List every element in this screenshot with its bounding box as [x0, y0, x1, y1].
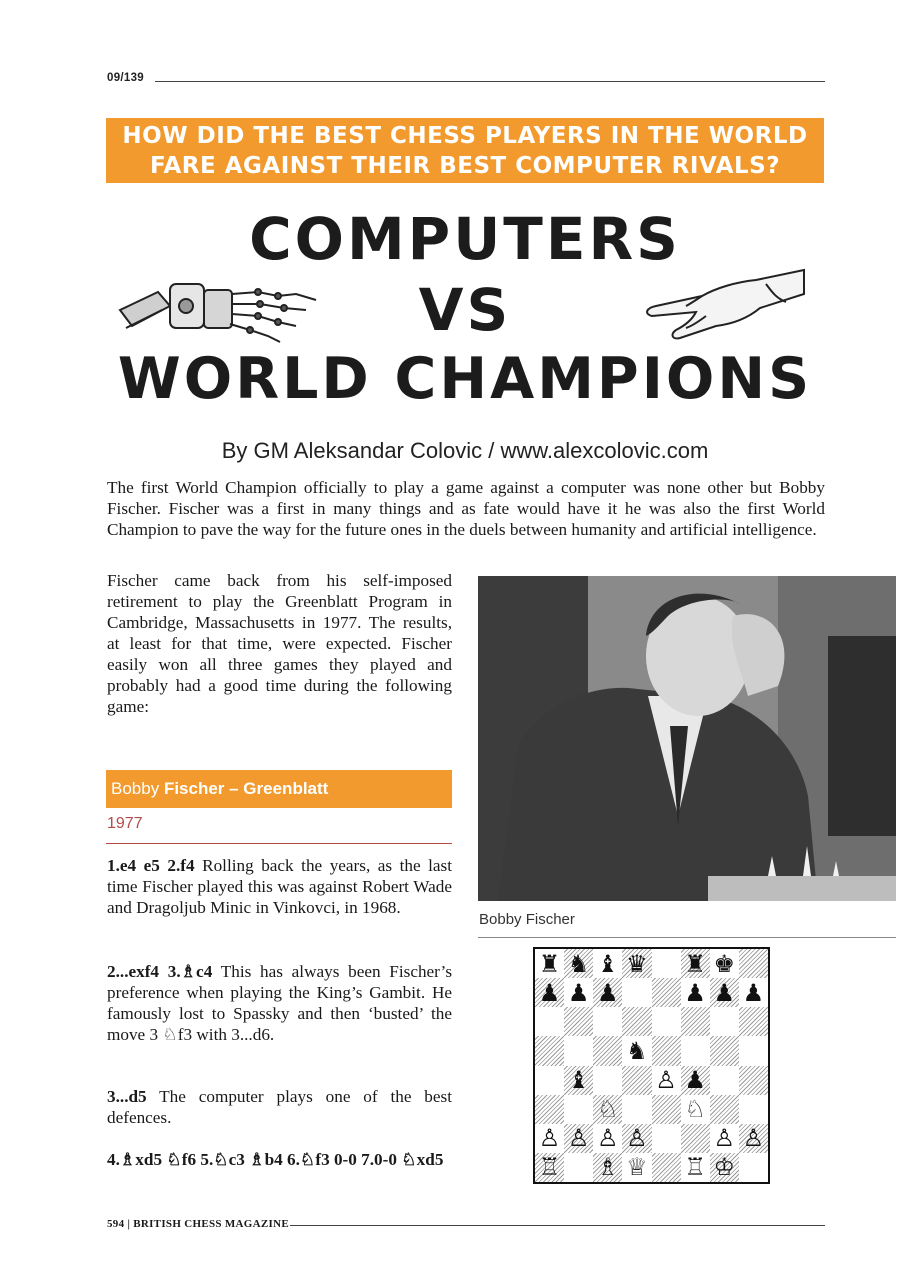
chess-piece: ♘ [597, 1095, 619, 1124]
board-square [535, 949, 564, 978]
board-square [622, 1036, 651, 1065]
game-players: Fischer – Greenblatt [163, 779, 329, 798]
board-square [652, 1095, 681, 1124]
intro-paragraph: The first World Champion officially to play a game against a computer was none other but Bobby Fischer. Fischer was a first in many things and as fate would have it he was also the first World Champion to pave the way for the future ones in the duels between humanity and artificial intelligence. [107, 478, 825, 539]
photo-illustration [478, 576, 896, 901]
board-square [564, 978, 593, 1007]
board-square [681, 978, 710, 1007]
kicker-banner [106, 118, 824, 183]
move-annotation-4 [107, 1149, 452, 1170]
move-comment: This has always been Fischer’s preference when playing the King’s Gambit. He famously lost to Spassky and then ‘busted’ the move 3 ♘f3 with 3...d6. [107, 962, 453, 1044]
chess-piece: ♜ [538, 949, 561, 978]
chess-piece: ♙ [626, 1124, 648, 1153]
board-square [564, 1095, 593, 1124]
board-square [710, 1153, 739, 1182]
fischer-photo [478, 576, 896, 901]
board-square [622, 949, 651, 978]
board-square [710, 1124, 739, 1153]
board-square [535, 978, 564, 1007]
caption-rule [478, 937, 896, 938]
board-square [652, 1066, 681, 1095]
move-notation: 2...exf4 3.♗c4 [107, 962, 213, 981]
board-square [564, 1007, 593, 1036]
body-paragraph: Fischer came back from his self-imposed retirement to play the Greenblatt Program in Cambridge, Massachusetts in 1977. The results, at least for that time, were expected. Fischer easily won all three games they played and probably had a good time during the following game: [107, 571, 452, 716]
game-year: 1977 [107, 815, 143, 832]
move-comment: The computer plays one of the best defences. [107, 1087, 452, 1127]
chess-piece: ♞ [567, 949, 590, 978]
byline: By GM Aleksandar Colovic / www.alexcolovic.com [221, 438, 709, 463]
chess-piece: ♝ [597, 949, 619, 978]
board-square [622, 1153, 651, 1182]
board-square [564, 1124, 593, 1153]
chess-piece: ♟ [684, 1066, 706, 1095]
header-rule [155, 81, 825, 82]
board-square [739, 978, 768, 1007]
board-square [681, 949, 710, 978]
move-annotation-3 [107, 1086, 452, 1128]
board-square [652, 949, 681, 978]
board-square [535, 1124, 564, 1153]
chess-piece: ♙ [597, 1124, 619, 1153]
board-square [564, 1153, 593, 1182]
chess-piece: ♔ [713, 1153, 736, 1182]
move-annotation-2 [107, 961, 452, 1045]
game-header [106, 770, 452, 808]
board-square [593, 1095, 622, 1124]
game-year-rule [106, 843, 452, 844]
board-square [652, 1153, 681, 1182]
chess-piece: ♚ [713, 949, 736, 978]
board-square [593, 949, 622, 978]
board-square [564, 1036, 593, 1065]
chess-piece: ♟ [684, 978, 706, 1007]
board-square [681, 1153, 710, 1182]
footer-rule [290, 1225, 825, 1226]
board-square [710, 1066, 739, 1095]
board-square [739, 1007, 768, 1036]
chess-piece: ♖ [538, 1153, 561, 1182]
chess-piece: ♟ [538, 978, 561, 1007]
chess-piece: ♟ [713, 978, 736, 1007]
chess-diagram [533, 947, 770, 1184]
game-white-first-name: Bobby [111, 779, 160, 798]
board-square [652, 1036, 681, 1065]
board-square [739, 1153, 768, 1182]
board-square [652, 1007, 681, 1036]
move-comment: Rolling back the years, as the last time Fischer played this was against Robert Wade and Dragoljub Minic in Vinkovci, in 1968. [107, 856, 452, 917]
board-square [681, 1124, 710, 1153]
board-square [710, 1095, 739, 1124]
chess-piece: ♙ [742, 1124, 765, 1153]
board-square [622, 978, 651, 1007]
title-line-1: COMPUTERS [249, 205, 681, 273]
board-square [564, 1066, 593, 1095]
chess-piece: ♙ [567, 1124, 590, 1153]
chess-piece: ♛ [626, 949, 648, 978]
chess-piece: ♗ [597, 1153, 619, 1182]
move-notation: 4.♗xd5 ♘f6 5.♘c3 ♗b4 6.♘f3 0-0 7.0-0 ♘xd5 [107, 1150, 444, 1169]
board-square [710, 1036, 739, 1065]
chess-piece: ♟ [567, 978, 590, 1007]
board-square [710, 949, 739, 978]
board-square [710, 1007, 739, 1036]
board-square [622, 1095, 651, 1124]
chess-piece: ♞ [626, 1036, 648, 1065]
board-square [593, 1153, 622, 1182]
board-square [739, 1095, 768, 1124]
board-square [739, 1066, 768, 1095]
chess-piece: ♙ [713, 1124, 736, 1153]
chess-piece: ♙ [655, 1066, 677, 1095]
board-square [681, 1007, 710, 1036]
board-square [535, 1095, 564, 1124]
board-square [622, 1066, 651, 1095]
board-square [593, 1007, 622, 1036]
chess-piece: ♟ [597, 978, 619, 1007]
title-line-2: VS [418, 276, 512, 344]
board-square [739, 1036, 768, 1065]
page-number: 09/139 [107, 72, 144, 84]
photo-caption: Bobby Fischer [479, 911, 575, 928]
board-square [593, 1036, 622, 1065]
board-square [652, 1124, 681, 1153]
chess-piece: ♙ [538, 1124, 561, 1153]
move-notation: 3...d5 [107, 1087, 147, 1106]
chess-piece: ♕ [626, 1153, 648, 1182]
board-square [564, 949, 593, 978]
board-square [593, 978, 622, 1007]
page-footer: 594 | BRITISH CHESS MAGAZINE [107, 1218, 289, 1230]
board-square [593, 1124, 622, 1153]
chess-piece: ♘ [684, 1095, 706, 1124]
move-annotation-1 [107, 855, 452, 918]
board-square [739, 949, 768, 978]
board-square [681, 1066, 710, 1095]
kicker-line-2: FARE AGAINST THEIR BEST COMPUTER RIVALS? [149, 153, 781, 179]
title-line-3: WORLD CHAMPIONS [117, 346, 813, 412]
chess-piece: ♟ [742, 978, 765, 1007]
chess-piece: ♖ [684, 1153, 706, 1182]
board-square [535, 1153, 564, 1182]
board-square [739, 1124, 768, 1153]
board-square [622, 1007, 651, 1036]
board-square [681, 1036, 710, 1065]
chess-piece: ♜ [684, 949, 706, 978]
board-square [710, 978, 739, 1007]
board-square [652, 978, 681, 1007]
board-square [593, 1066, 622, 1095]
board-square [681, 1095, 710, 1124]
board-square [535, 1007, 564, 1036]
board-square [535, 1036, 564, 1065]
chess-piece: ♝ [567, 1066, 590, 1095]
board-square [535, 1066, 564, 1095]
move-notation: 1.e4 e5 2.f4 [107, 856, 195, 875]
kicker-line-1: HOW DID THE BEST CHESS PLAYERS IN THE WORLD [122, 123, 808, 149]
board-square [622, 1124, 651, 1153]
